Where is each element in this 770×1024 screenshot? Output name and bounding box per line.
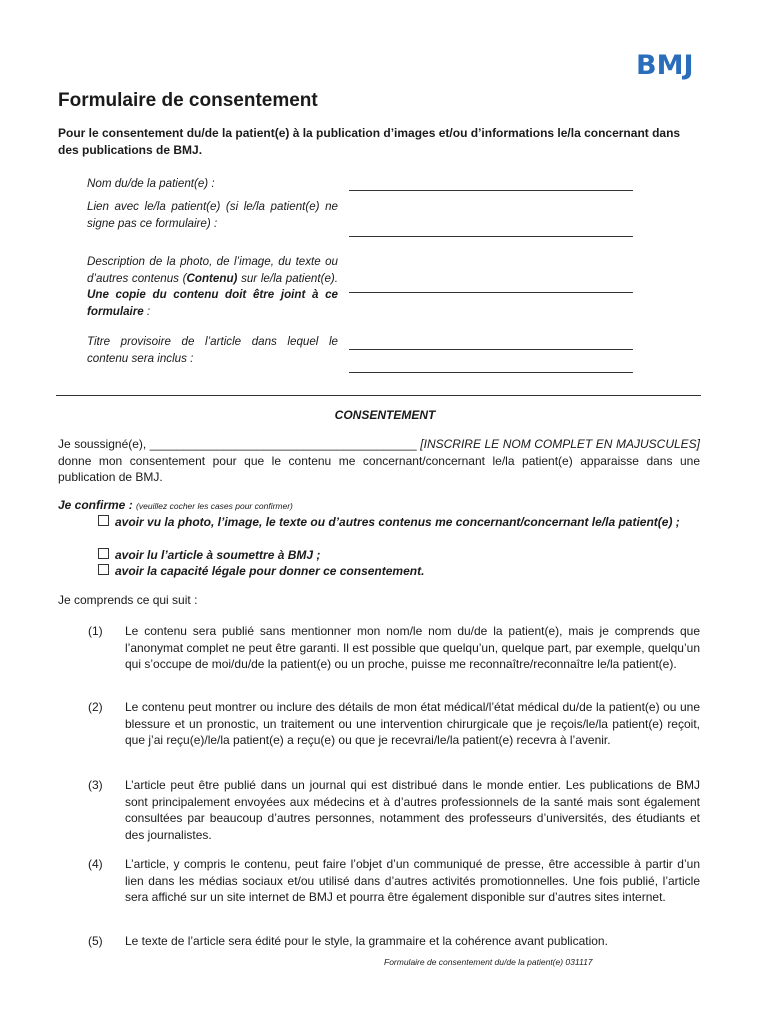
item-text: L’article, y compris le contenu, peut faire l’objet d’un communiqué de presse, être accessible à partir d’un lien dans les médias sociaux et/ou utilisé dans d’autres activités promotionnelles. Une fois publié, l’article sera affiché sur un site internet de BMJ et pourra être également disponible sur d’autres sites internet. <box>125 857 700 904</box>
page-footer: Formulaire de consentement du/de la patient(e) 031117 <box>384 957 593 967</box>
item-number: (2) <box>88 700 103 714</box>
understand-heading: Je comprends ce qui suit : <box>58 593 198 607</box>
item-number: (1) <box>88 624 103 638</box>
article-title-label: Titre provisoire de l’article dans lequel le contenu sera inclus : <box>87 335 338 365</box>
item-text: Le contenu sera publié sans mentionner mon nom/le nom du/de la patient(e), mais je comprends que l’anonymat complet ne peut être garanti. Il est possible que quelqu’un, quelque part, par exemple, quelqu’un qui s’occupe de moi/du/de la patient(e) ou un proche, puisse me reconnaître/reconnaître le/la patient(e). <box>125 624 700 671</box>
item-number: (4) <box>88 857 103 871</box>
checkbox-icon[interactable] <box>98 515 109 526</box>
item-text: Le contenu peut montrer ou inclure des détails de mon état médical/l’état médical du/de la patient(e) ou une blessure et un pronostic, un traitement ou une intervention chirurgicale que je reçois/le/la patient(e) reçoit, que j’ai reçu(e)/le/la patient(e) a reçu(e) ou que je recevrai/le/la patient(e) recevra à l’avenir. <box>125 700 700 747</box>
article-title-field-1[interactable] <box>349 335 633 350</box>
confirm-checkbox-2[interactable]: avoir lu l’article à soumettre à BMJ ; <box>98 547 700 564</box>
article-title-field-2[interactable] <box>349 358 633 373</box>
description-label: Description de la photo, de l’image, du texte ou d’autres contenus (Contenu) sur le/la patient(e). Une copie du contenu doit être joint à ce formulaire : <box>87 255 338 318</box>
checkbox-icon[interactable] <box>98 548 109 559</box>
confirm-line: Je confirme : (veuillez cocher les cases pour confirmer) <box>58 498 293 512</box>
patient-name-label: Nom du/de la patient(e) : <box>87 177 215 190</box>
consent-heading: CONSENTEMENT <box>334 408 436 422</box>
intro-text: Pour le consentement du/de la patient(e) à la publication d’images et/ou d’informations le/la concernant dans des publications de BMJ. <box>58 126 681 157</box>
description-field[interactable] <box>349 278 633 293</box>
item-text: L’article peut être publié dans un journal qui est distribué dans le monde entier. Les publications de BMJ sont principalement envoyées aux médecins et à d’autres professionnels de la santé mais sont également consultées par beaucoup d’autres personnes, notamment des professeurs d’universités, des étudiants et des journalistes. <box>125 778 700 842</box>
confirm-checkbox-1[interactable]: avoir vu la photo, l’image, le texte ou d’autres contenus me concernant/concernant le/la patient(e) ; <box>98 514 700 531</box>
item-number: (3) <box>88 778 103 792</box>
relation-label: Lien avec le/la patient(e) (si le/la patient(e) ne signe pas ce formulaire) : <box>87 200 338 230</box>
checkbox-icon[interactable] <box>98 564 109 575</box>
consent-sentence: Je soussigné(e), ________________________________________ [INSCRIRE LE NOM COMPLET EN MAJUSCULES] donne mon consentement pour que le contenu me concernant/concernant le/la patient(e) apparaisse dans une publication de BMJ. <box>58 437 700 484</box>
page-title: Formulaire de consentement <box>58 90 318 111</box>
bmj-logo: BMJ <box>636 50 694 81</box>
item-number: (5) <box>88 934 103 948</box>
relation-field[interactable] <box>349 222 633 237</box>
item-text: Le texte de l’article sera édité pour le style, la grammaire et la cohérence avant publication. <box>125 934 608 948</box>
section-divider <box>56 395 701 396</box>
patient-name-field[interactable] <box>349 176 633 191</box>
confirm-checkbox-3[interactable]: avoir la capacité légale pour donner ce consentement. <box>98 563 700 580</box>
